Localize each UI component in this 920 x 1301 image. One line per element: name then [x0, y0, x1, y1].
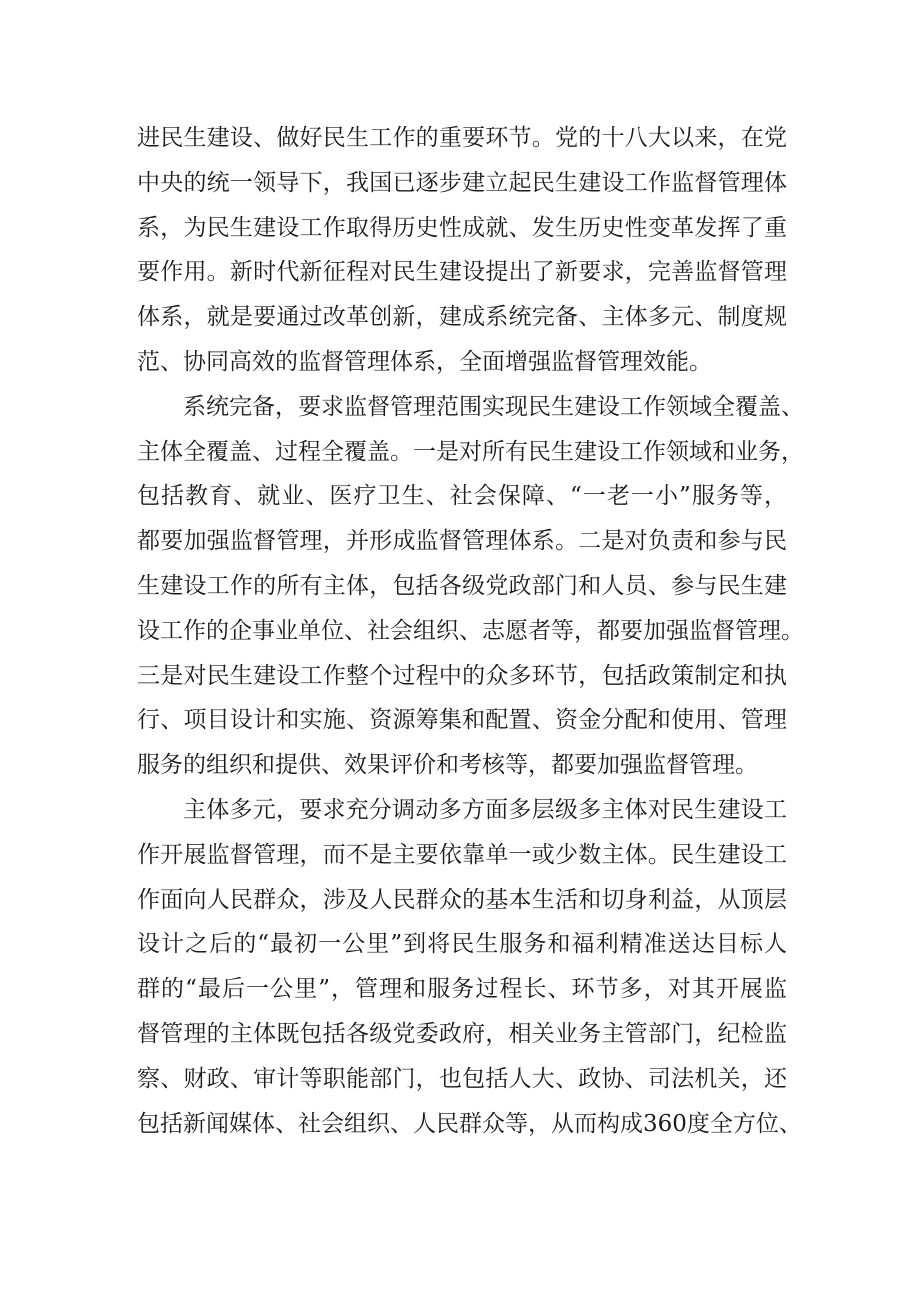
paragraph-line: 群的“最后一公里”，管理和服务过程长、环节多，对其开展监 — [137, 976, 787, 1003]
paragraph-line: 系统完备，要求监督管理范围实现民生建设工作领域全覆盖、 — [183, 393, 804, 420]
paragraph-1 — [137, 116, 787, 385]
paragraph-line: 主体多元，要求充分调动多方面多层级多主体对民生建设工 — [183, 796, 787, 823]
document-body — [137, 116, 804, 1146]
paragraph-line: 体系，就是要通过改革创新，建成系统完备、主体多元、制度规 — [137, 304, 787, 331]
paragraph-line: 都要加强监督管理，并形成监督管理体系。二是对负责和参与民 — [137, 528, 787, 555]
paragraph-line: 服务的组织和提供、效果评价和考核等，都要加强监督管理。 — [137, 752, 758, 779]
paragraph-line: 设计之后的“最初一公里”到将民生服务和福利精准送达目标人 — [137, 931, 787, 958]
paragraph-line: 中央的统一领导下，我国已逐步建立起民生建设工作监督管理体 — [137, 169, 787, 196]
paragraph-line: 察、财政、审计等职能部门，也包括人大、政协、司法机关，还 — [137, 1065, 787, 1092]
paragraph-line: 主体全覆盖、过程全覆盖。一是对所有民生建设工作领域和业务， — [137, 438, 804, 465]
paragraph-line: 作面向人民群众，涉及人民群众的基本生活和切身利益，从顶层 — [137, 886, 787, 913]
paragraph-line: 督管理的主体既包括各级党委政府，相关业务主管部门，纪检监 — [137, 1020, 787, 1047]
paragraph-line: 作开展监督管理，而不是主要依靠单一或少数主体。民生建设工 — [137, 841, 787, 868]
paragraph-line: 行、项目设计和实施、资源筹集和配置、资金分配和使用、管理 — [137, 707, 787, 734]
paragraph-line: 系，为民生建设工作取得历史性成就、发生历史性变革发挥了重 — [137, 214, 787, 241]
paragraph-2 — [137, 385, 804, 788]
paragraph-line: 包括教育、就业、医疗卫生、社会保障、“一老一小”服务等， — [137, 483, 787, 510]
paragraph-line: 三是对民生建设工作整个过程中的众多环节，包括政策制定和执 — [137, 662, 787, 689]
paragraph-line: 包括新闻媒体、社会组织、人民群众等，从而构成360度全方位、 — [137, 1110, 802, 1137]
paragraph-line: 生建设工作的所有主体，包括各级党政部门和人员、参与民生建 — [137, 572, 787, 599]
paragraph-line: 进民生建设、做好民生工作的重要环节。党的十八大以来，在党 — [137, 125, 787, 151]
paragraph-line: 要作用。新时代新征程对民生建设提出了新要求，完善监督管理 — [137, 259, 787, 286]
paragraph-3 — [137, 788, 802, 1146]
paragraph-line: 范、协同高效的监督管理体系，全面增强监督管理效能。 — [137, 348, 712, 375]
paragraph-line: 设工作的企事业单位、社会组织、志愿者等，都要加强监督管理。 — [137, 617, 804, 644]
